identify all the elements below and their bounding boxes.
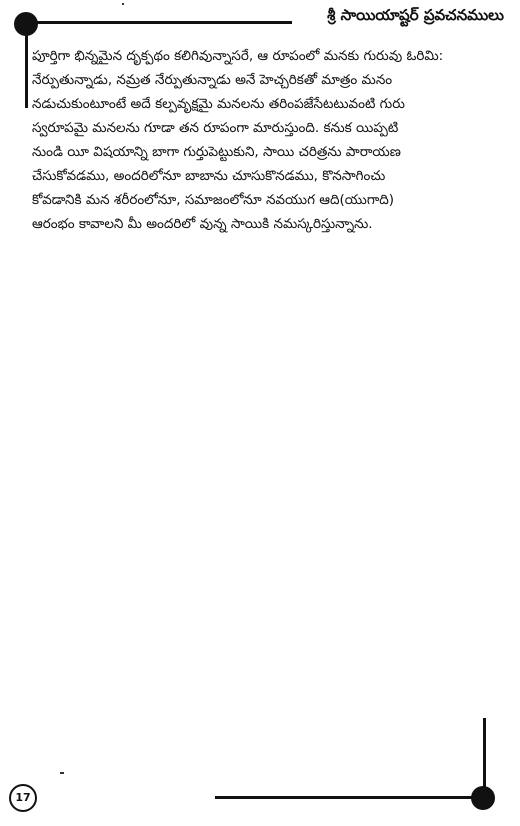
body-line: నడుచుకుంటూంటే అదే కల్పవృక్షమై మనలను తరింపజేసేటటువంటి గురు — [32, 96, 405, 112]
body-line: స్వరూపమై మనలను గూడా తన రూపంగా మారుస్తుంది. కనుక యిప్పటి — [32, 120, 399, 136]
footer-rule — [215, 796, 483, 799]
scan-speck — [122, 3, 124, 5]
body-line: నేర్పుతున్నాడు, నమ్రత నేర్పుతున్నాడు అనే హెచ్చరికతో మాత్రం మనం — [32, 72, 393, 88]
body-text — [32, 44, 492, 236]
body-line: ఆరంభం కావాలని మీ అందరిలో వున్న సాయికి నమస్కరిస్తున్నాను. — [32, 216, 373, 232]
scan-speck — [60, 772, 64, 774]
footer-bullet-dot — [471, 786, 495, 810]
running-header-title: శ్రీ సాయియాష్టర్ ప్రవచనములు — [327, 6, 504, 24]
body-line: నుండి యీ విషయాన్ని బాగా గుర్తుపెట్టుకుని, సాయి చరిత్రను పారాయణ — [32, 144, 401, 160]
page-number-badge: 17 — [9, 784, 37, 812]
body-line: చేసుకోవడము, అందరిలోనూ బాబాను చూసుకొనడము, కొనసాగించు — [32, 168, 386, 184]
header-rule — [30, 21, 292, 24]
body-line: కోవడానికి మన శరీరంలోనూ, సమాజంలోనూ నవయుగ ఆది(యుగాది) — [32, 192, 395, 208]
left-margin-bar — [25, 28, 28, 108]
body-line: పూర్తిగా భిన్నమైన దృక్పథం కలిగివున్నాసరే, ఆ రూపంలో మనకు గురువు ఓరిమి: — [32, 48, 444, 64]
